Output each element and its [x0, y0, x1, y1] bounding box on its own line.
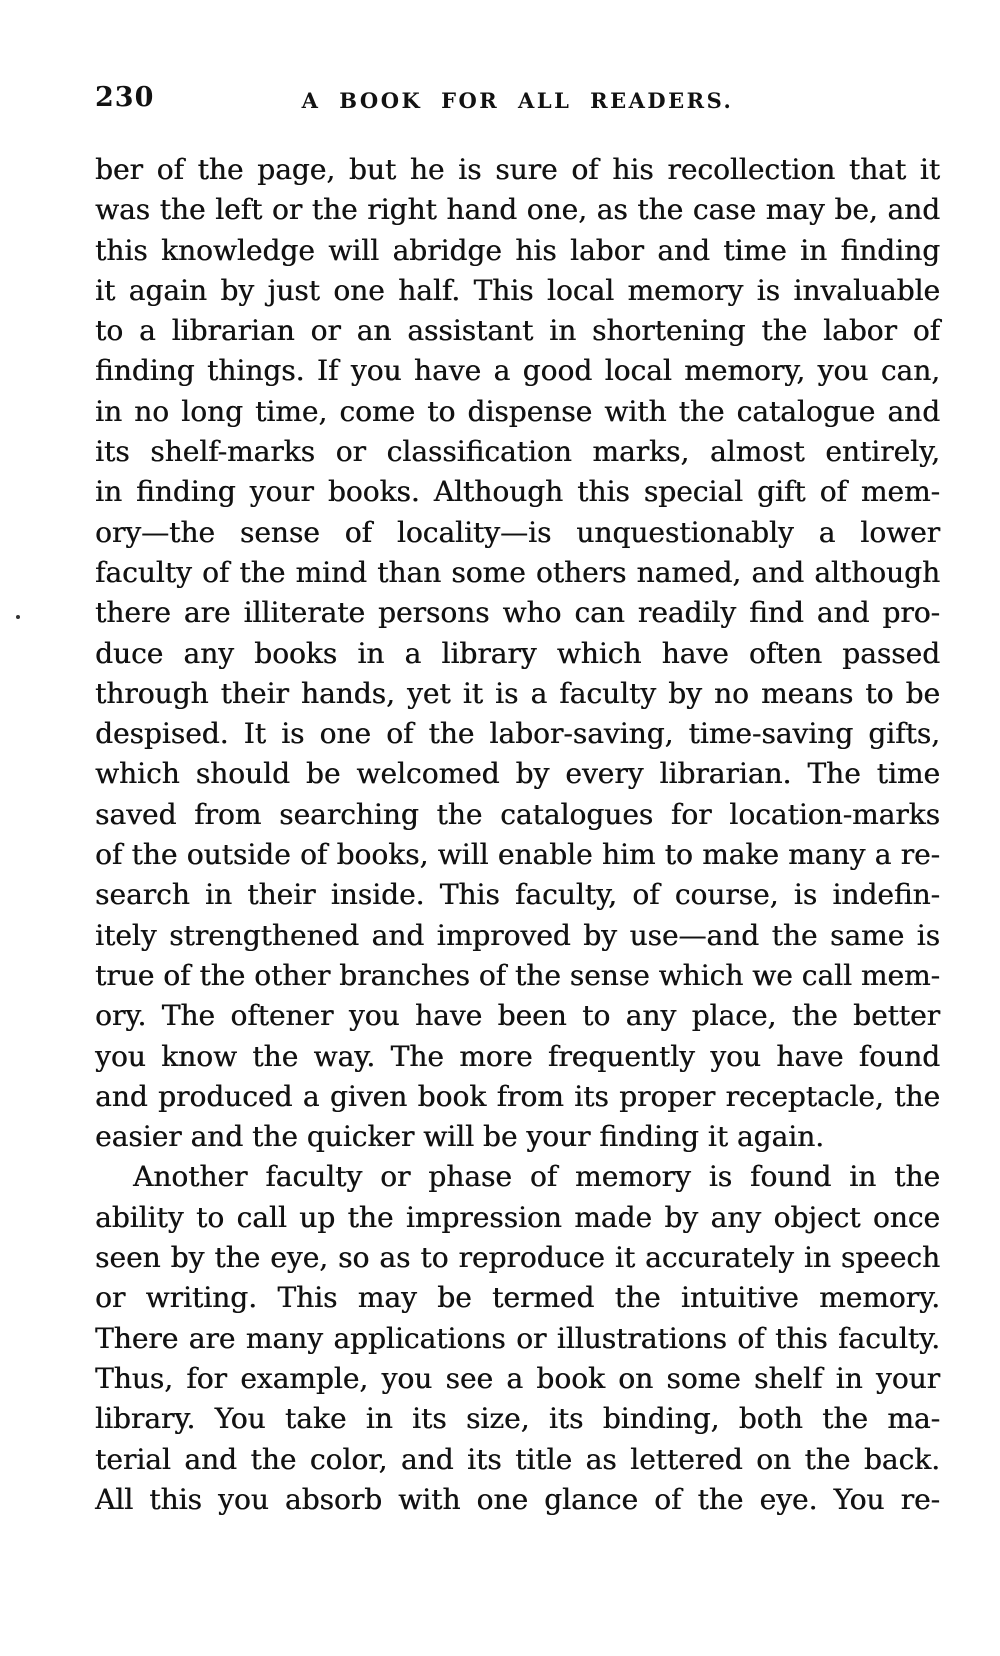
text-line: ory. The oftener you have been to any place, the better [95, 999, 940, 1033]
scan-speck-artifact [16, 615, 20, 619]
text-line: itely strengthened and improved by use—and the same is [95, 918, 940, 952]
text-line: which should be welcomed by every librarian. The time [95, 757, 940, 791]
text-line: there are illiterate persons who can readily find and pro- [95, 596, 940, 630]
text-line: finding things. If you have a good local memory, you can, [95, 354, 940, 388]
text-line: of the outside of books, will enable him to make many a re- [95, 838, 940, 872]
text-line: true of the other branches of the sense which we call mem- [95, 958, 940, 992]
text-line: its shelf-marks or classification marks, almost entirely, [95, 435, 940, 469]
text-line: easier and the quicker will be your finding it again. [95, 1120, 825, 1154]
text-line: faculty of the mind than some others named, and although [95, 555, 940, 589]
text-line: through their hands, yet it is a faculty by no means to be [95, 676, 940, 710]
page-number: 230 [95, 82, 155, 113]
text-line: There are many applications or illustrations of this faculty. [95, 1321, 940, 1355]
text-line: duce any books in a library which have often passed [95, 636, 940, 670]
text-line: you know the way. The more frequently you have found [95, 1039, 940, 1073]
text-line: saved from searching the catalogues for location-marks [95, 797, 940, 831]
text-line: ability to call up the impression made by any object once [95, 1200, 940, 1234]
text-block [95, 150, 940, 1520]
text-line: to a librarian or an assistant in shortening the labor of [95, 314, 940, 348]
text-line: Another faculty or phase of memory is found in the [133, 1160, 940, 1194]
paragraph [95, 1157, 940, 1520]
text-line: All this you absorb with one glance of the eye. You re- [95, 1482, 940, 1516]
text-line: terial and the color, and its title as lettered on the back. [95, 1442, 940, 1476]
text-line: search in their inside. This faculty, of course, is indefin- [95, 878, 940, 912]
text-line: despised. It is one of the labor-saving, time-saving gifts, [95, 717, 940, 751]
text-line: Thus, for example, you see a book on some shelf in your [95, 1361, 940, 1395]
text-line: ber of the page, but he is sure of his recollection that it [95, 153, 940, 186]
text-line: was the left or the right hand one, as the case may be, and [95, 193, 940, 227]
text-line: in finding your books. Although this special gift of mem- [95, 475, 940, 509]
text-line: in no long time, come to dispense with the catalogue and [95, 394, 940, 428]
text-line: and produced a given book from its proper receptacle, the [95, 1079, 940, 1113]
text-line: library. You take in its size, its binding, both the ma- [95, 1402, 940, 1436]
paragraph [95, 150, 940, 1157]
text-line: seen by the eye, so as to reproduce it accurately in speech [95, 1241, 940, 1275]
running-title: A BOOK FOR ALL READERS. [301, 88, 734, 113]
text-line: or writing. This may be termed the intuitive memory. [95, 1281, 940, 1315]
text-line: this knowledge will abridge his labor and time in finding [95, 233, 940, 267]
text-line: ory—the sense of locality—is unquestionably a lower [95, 515, 940, 549]
text-line: it again by just one half. This local memory is invaluable [95, 273, 940, 307]
